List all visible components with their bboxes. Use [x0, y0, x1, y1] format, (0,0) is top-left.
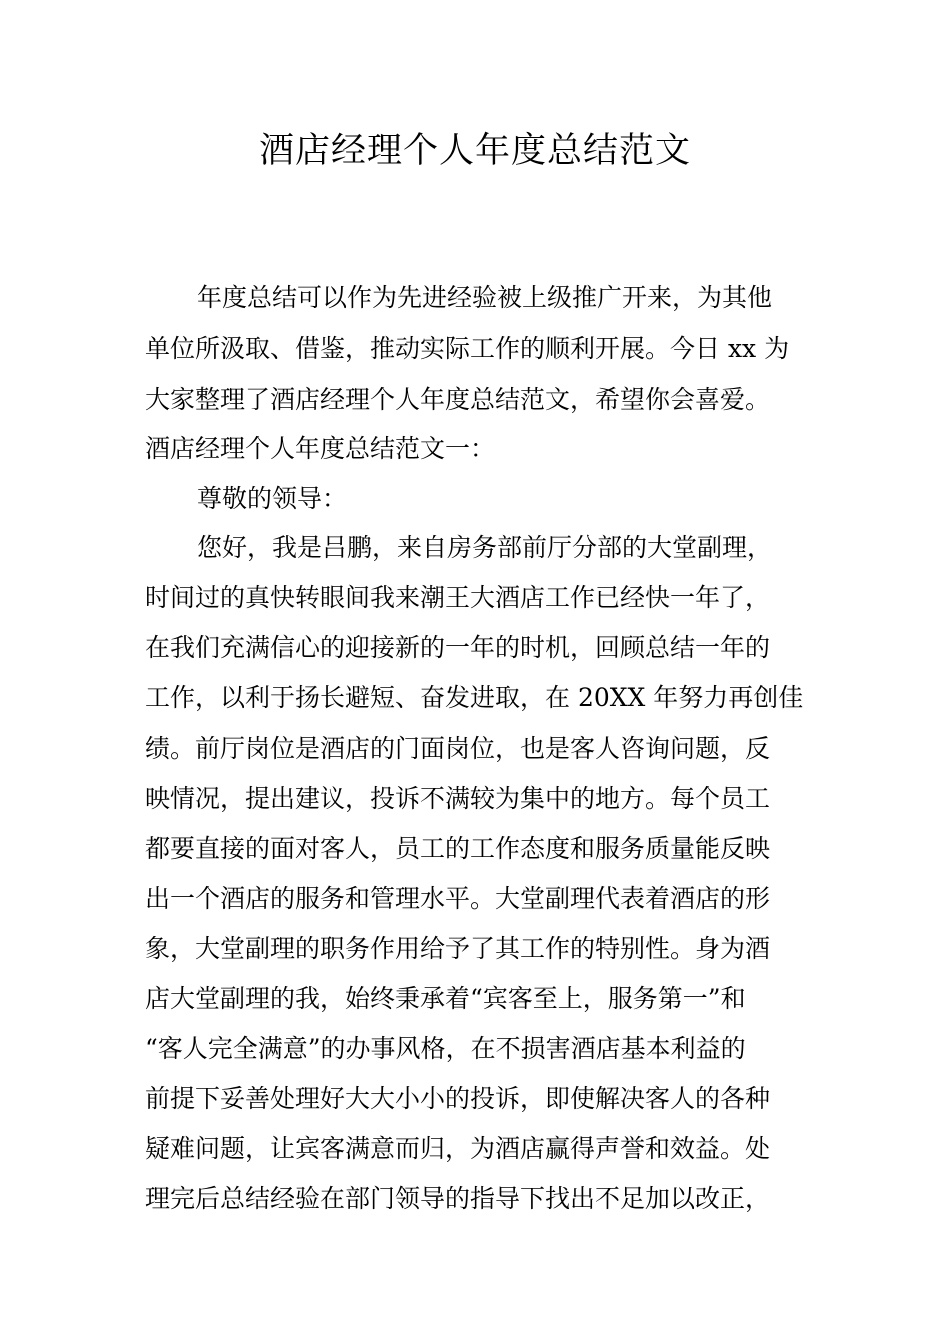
paragraph-line: 都要直接的面对客人，员工的工作态度和服务质量能反映 [145, 834, 771, 863]
paragraph-line: 店大堂副理的我，始终秉承着“宾客至上，服务第一”和 [145, 984, 746, 1013]
paragraph-line: 时间过的真快转眼间我来潮王大酒店工作已经快一年了， [145, 583, 771, 612]
document-title: 酒店经理个人年度总结范文 [258, 131, 691, 171]
paragraph-line: 映情况，提出建议，投诉不满较为集中的地方。每个员工 [145, 784, 771, 813]
paragraph-line: 前提下妥善处理好大大小小的投诉，即使解决客人的各种 [145, 1084, 771, 1113]
salutation: 尊敬的领导： [197, 484, 348, 513]
paragraph-line: 出一个酒店的服务和管理水平。大堂副理代表着酒店的形 [145, 884, 771, 913]
paragraph-line: 大家整理了酒店经理个人年度总结范文，希望你会喜爱。 [145, 385, 771, 414]
paragraph-line: 您好，我是吕鹏，来自房务部前厅分部的大堂副理， [197, 533, 773, 562]
section-heading: 酒店经理个人年度总结范文一： [145, 434, 496, 463]
paragraph-line: 理完后总结经验在部门领导的指导下找出不足加以改正， [145, 1184, 771, 1213]
paragraph-line: 绩。前厅岗位是酒店的门面岗位，也是客人咨询问题，反 [145, 734, 771, 763]
paragraph-line: 在我们充满信心的迎接新的一年的时机，回顾总结一年的 [145, 633, 771, 662]
paragraph-line: 工作，以利于扬长避短、奋发进取，在 20XX 年努力再创佳 [145, 683, 804, 712]
paragraph-line: “客人完全满意”的办事风格，在不损害酒店基本利益的 [145, 1034, 746, 1063]
paragraph-line: 象，大堂副理的职务作用给予了其工作的特别性。身为酒 [145, 934, 771, 963]
paragraph-line: 疑难问题，让宾客满意而归，为酒店赢得声誉和效益。处 [145, 1134, 771, 1163]
paragraph-line: 单位所汲取、借鉴，推动实际工作的顺利开展。今日 xx 为 [145, 334, 790, 363]
paragraph-line: 年度总结可以作为先进经验被上级推广开来，为其他 [197, 283, 773, 312]
